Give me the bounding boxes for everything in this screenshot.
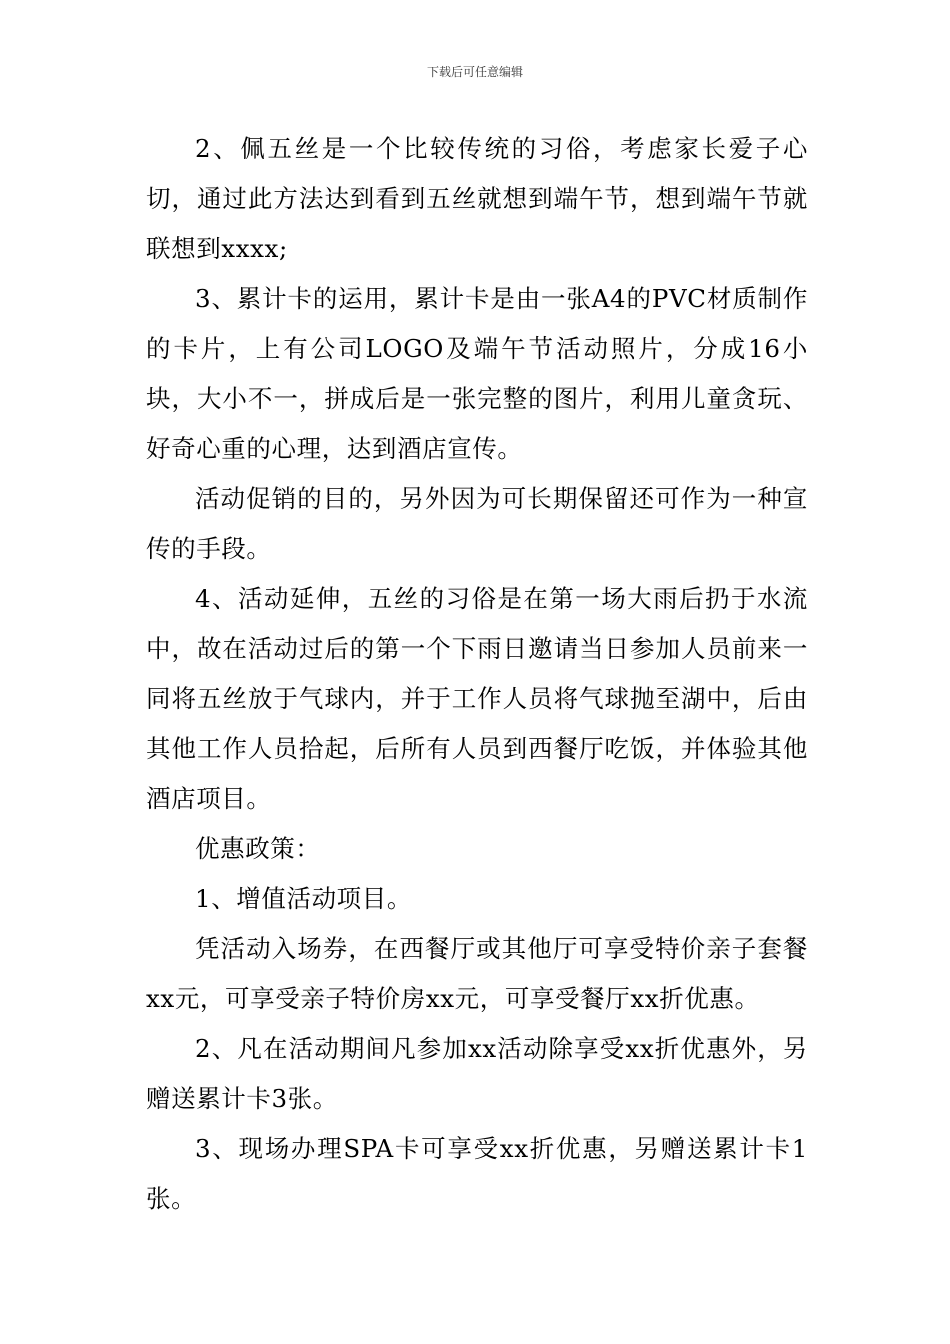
paragraph-entry-ticket-offer: 凭活动入场券，在西餐厅或其他厅可享受特价亲子套餐xx元，可享受亲子特价房xx元，可享受餐厅xx折优惠。 — [146, 934, 808, 1013]
paragraph-value-added-items: 1、增值活动项目。 — [195, 884, 412, 913]
page-header: 下载后可任意编辑 — [426, 65, 523, 79]
paragraph-accumulation-card: 3、累计卡的运用，累计卡是由一张A4的PVC材质制作的卡片，上有公司LOGO及端午节活动照片，分成16小块，大小不一，拼成后是一张完整的图片，利用儿童贪玩、好奇心重的心理，达到酒店宣传。 — [146, 284, 808, 463]
paragraph-five-threads: 2、佩五丝是一个比较传统的习俗，考虑家长爱子心切，通过此方法达到看到五丝就想到端午节，想到端午节就联想到xxxx; — [146, 134, 808, 263]
paragraph-bonus-cards: 2、凡在活动期间凡参加xx活动除享受xx折优惠外，另赠送累计卡3张。 — [146, 1034, 808, 1113]
paragraph-spa-card-offer: 3、现场办理SPA卡可享受xx折优惠，另赠送累计卡1张。 — [146, 1134, 808, 1213]
paragraph-promotion-purpose: 活动促销的目的，另外因为可长期保留还可作为一种宣传的手段。 — [146, 484, 808, 563]
document-body — [146, 124, 808, 1224]
paragraph-discount-policy-heading: 优惠政策： — [195, 834, 321, 863]
paragraph-activity-extension: 4、活动延伸，五丝的习俗是在第一场大雨后扔于水流中，故在活动过后的第一个下雨日邀请当日参加人员前来一同将五丝放于气球内，并于工作人员将气球抛至湖中，后由其他工作人员拾起，后所有人员到西餐厅吃饭，并体验其他酒店项目。 — [146, 584, 808, 813]
